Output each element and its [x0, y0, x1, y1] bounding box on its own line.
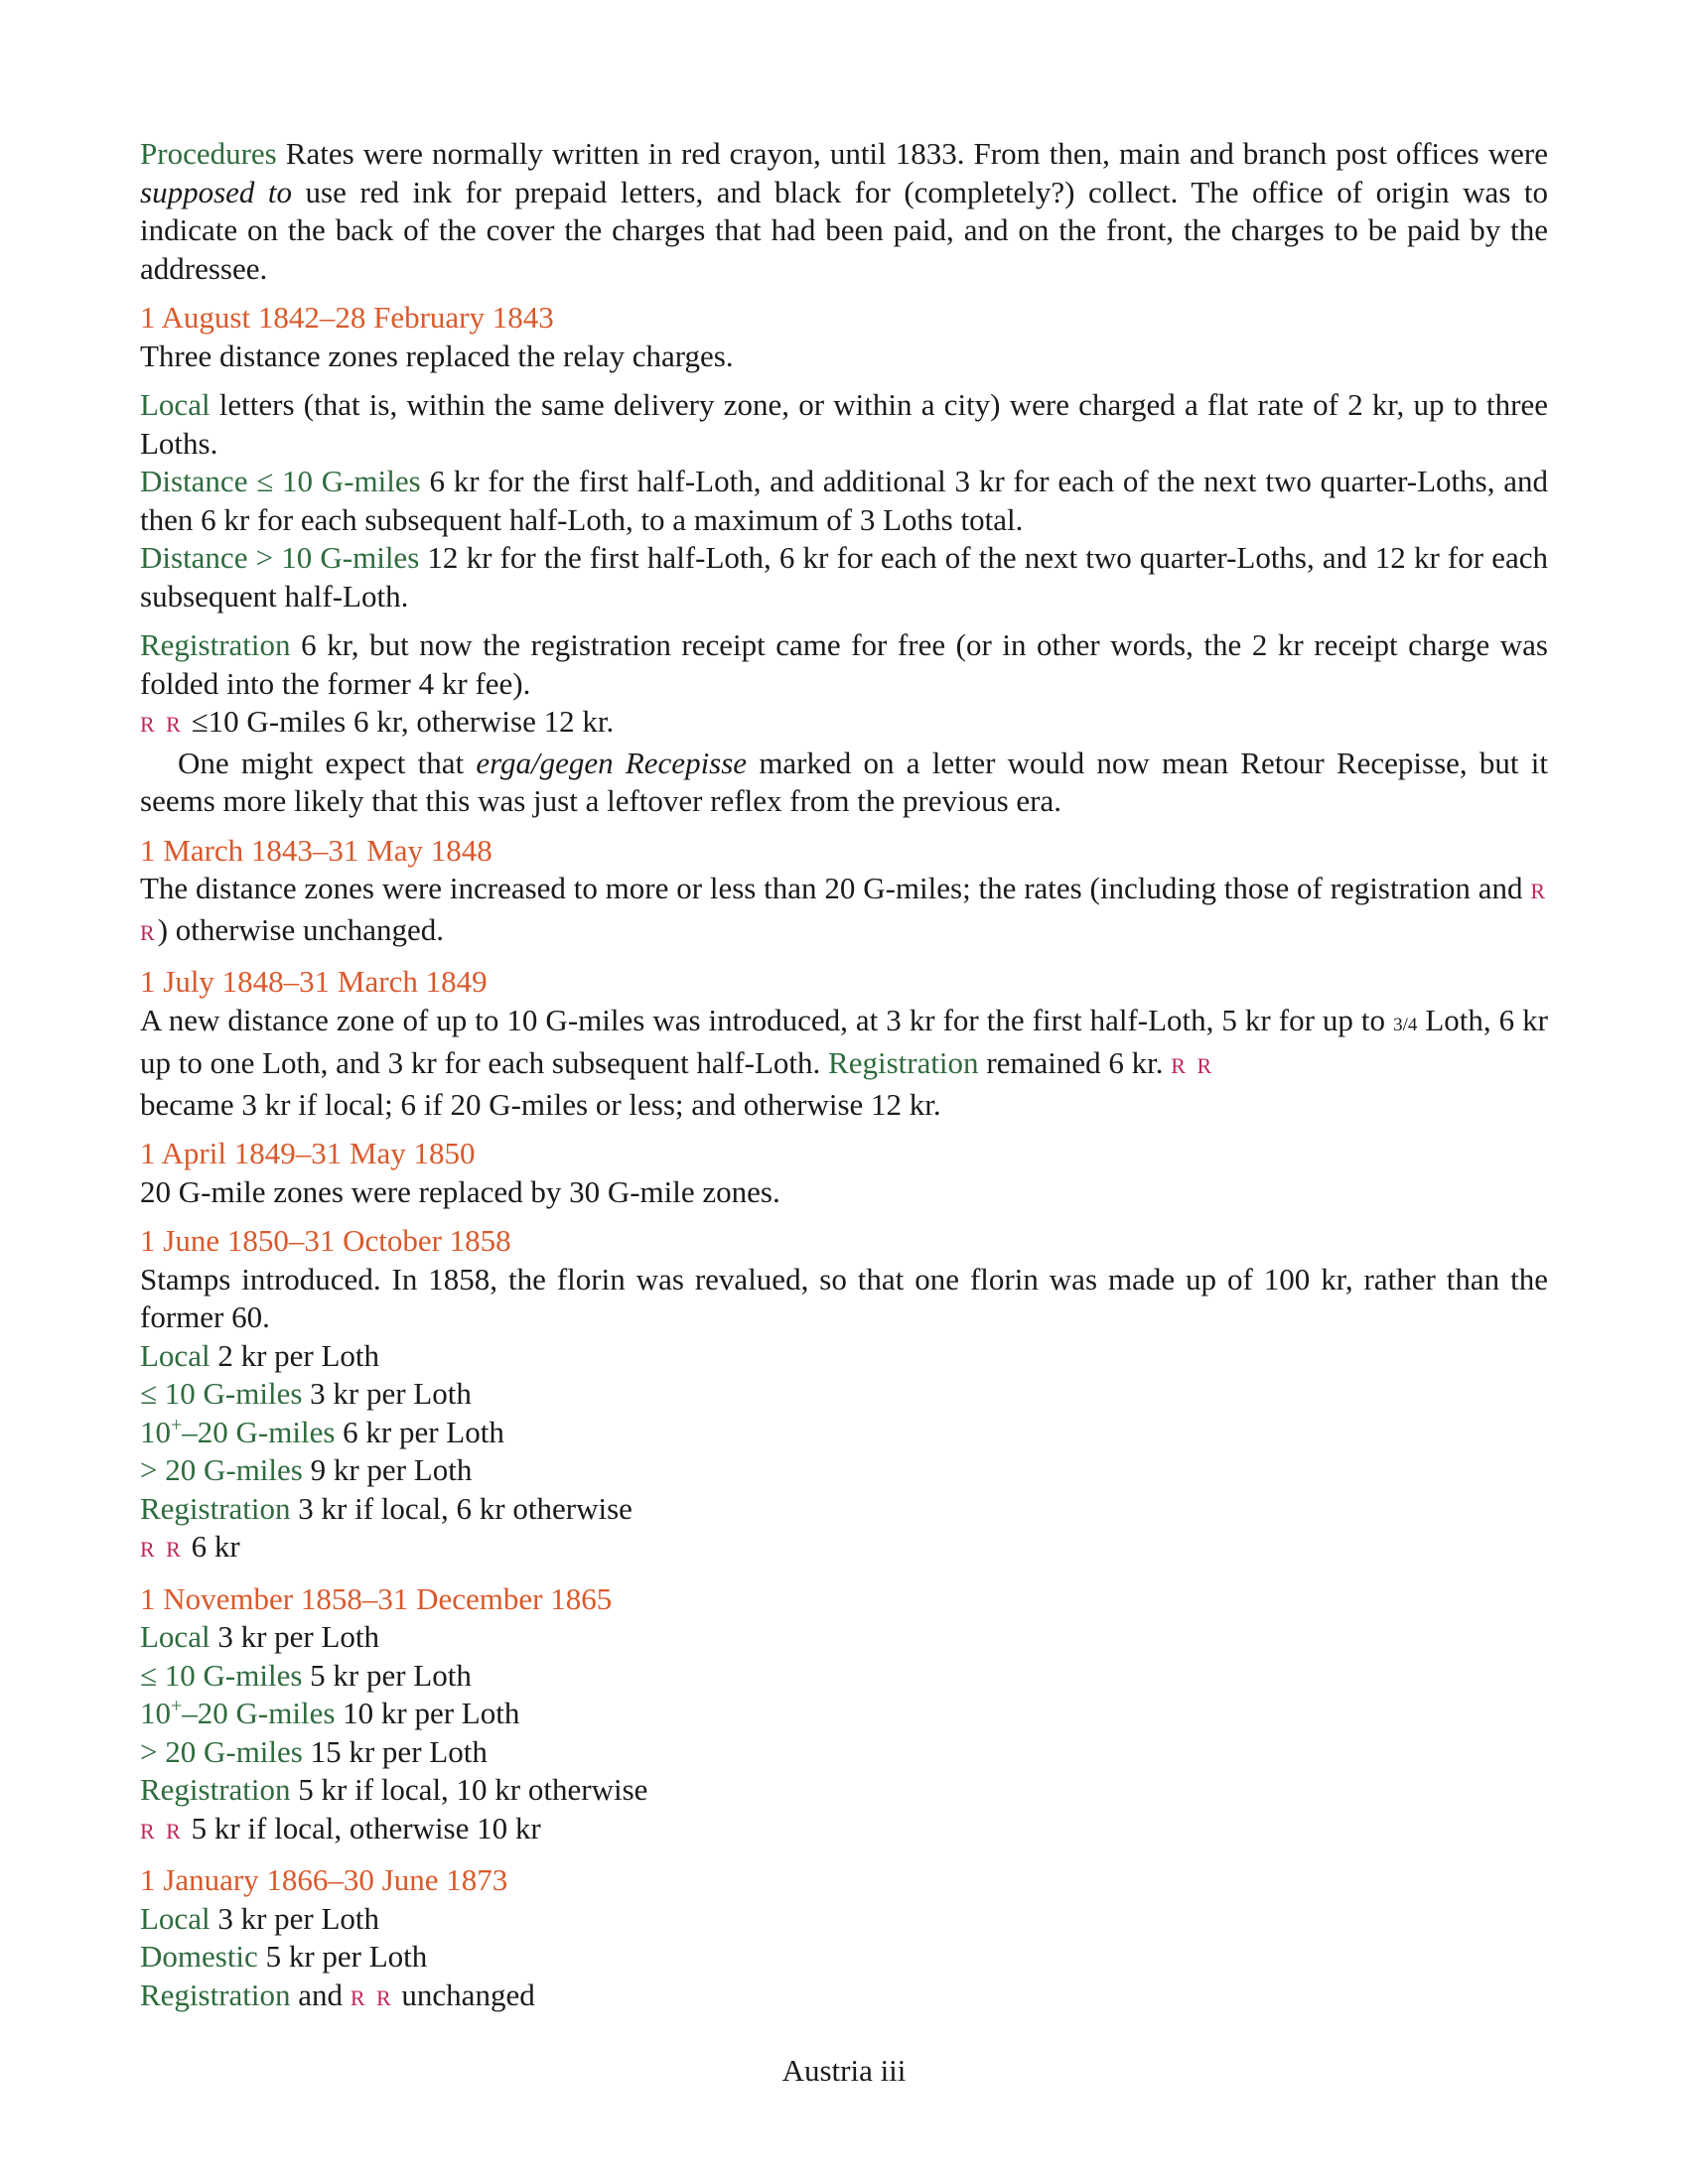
local-text: letters (that is, within the same delivery zone, or within a city) were charged a flat rate of 2 kr, up to three Loths. [140, 387, 1548, 461]
rr-mark: R R [140, 1537, 184, 1562]
mid-label-sup: + [171, 1414, 183, 1436]
distance-gt10-1842 [140, 539, 1548, 615]
zones-text: The distance zones were increased to more or less than 20 G-miles; the rates (including those of registration and [140, 871, 1531, 905]
distance-gt10-label: Distance > 10 G-miles [140, 540, 420, 575]
period-heading-1842: 1 August 1842–28 February 1843 [140, 300, 554, 335]
mid-label-b: –20 G-miles [182, 1414, 336, 1449]
procedures-text: Rates were normally written in red crayon, until 1833. From then, main and branch post offices were [285, 136, 1549, 171]
rr-mark: R R [140, 879, 1548, 945]
registration-text: 5 kr if local, 10 kr otherwise [290, 1772, 648, 1807]
gt20-rate-1858 [140, 1733, 1548, 1772]
period-heading-1849: 1 April 1849–31 May 1850 [140, 1136, 476, 1170]
distance-le10-text: 6 kr for the first half-Loth, and additional 3 kr for each of the next two quarter-Loths, and then 6 kr for each subsequent half-Loth, to a maximum of 3 Loths total. [140, 464, 1548, 537]
registration-1850 [140, 1490, 1548, 1529]
period-intro-1842: Three distance zones replaced the relay charges. [140, 338, 734, 373]
distance-le10-1842 [140, 463, 1548, 539]
le10-rate-1858 [140, 1657, 1548, 1696]
local-rate-1850 [140, 1337, 1548, 1376]
mid-rate-1858 [140, 1695, 1548, 1733]
period-text-1843 [140, 870, 1548, 952]
procedures-label: Procedures [140, 136, 277, 171]
mid-label [140, 1696, 335, 1730]
mid-label-a: 10 [140, 1696, 171, 1730]
and-text: and [290, 1977, 351, 2012]
period-heading-1858: 1 November 1858–31 December 1865 [140, 1580, 613, 1616]
zone-text-cont: Loth, 6 kr up to one Loth, and 3 kr for each subsequent half-Loth. [140, 1002, 1549, 1080]
mid-label-a: 10 [140, 1414, 171, 1449]
mid-text: 10 kr per Loth [335, 1696, 520, 1730]
mid-label-sup: + [171, 1695, 183, 1717]
registration-label: Registration [140, 1490, 291, 1526]
registration-1866 [140, 1977, 1548, 2018]
rr-text: became 3 kr if local; 6 if 20 G-miles or less; and otherwise 12 kr. [140, 1086, 941, 1122]
rr-text: 5 kr if local, otherwise 10 kr [183, 1810, 541, 1845]
period-heading-1848: 1 July 1848–31 March 1849 [140, 964, 488, 999]
return-receipt-1858 [140, 1810, 1548, 1851]
registration-text: 6 kr, but now the registration receipt came for free (or in other words, the 2 kr receipt charge was folded into the former 4 kr fee). [140, 627, 1548, 701]
period-heading-1866: 1 January 1866–30 June 1873 [140, 1862, 508, 1897]
rr-mark: R R [140, 712, 184, 737]
gt20-rate-1850 [140, 1451, 1548, 1490]
period-text-1848 [140, 1002, 1548, 1125]
le10-label: ≤ 10 G-miles [140, 1376, 303, 1411]
zones-text-cont: ) otherwise unchanged. [157, 911, 445, 947]
distance-le10-label: Distance ≤ 10 G-miles [140, 464, 421, 498]
local-rate-1866 [140, 1900, 1548, 1939]
gt20-text: 15 kr per Loth [302, 1733, 488, 1769]
return-receipt-1842 [140, 703, 1548, 745]
zone-text: A new distance zone of up to 10 G-miles was introduced, at 3 kr for the first half-Loth, 5 kr for up to [140, 1002, 1394, 1037]
registration-text: 3 kr if local, 6 kr otherwise [290, 1490, 633, 1526]
procedures-paragraph [140, 135, 1548, 288]
local-text: 2 kr per Loth [210, 1337, 380, 1373]
registration-label: Registration [828, 1045, 979, 1080]
period-heading-1843: 1 March 1843–31 May 1848 [140, 832, 492, 868]
local-rate-1858 [140, 1618, 1548, 1657]
registration-label: Registration [140, 1977, 291, 2012]
note-text-cont: marked on a letter would now mean Retour Recepisse, but it seems more likely that this was just a leftover reflex from the previous era. [140, 745, 1548, 818]
domestic-text: 5 kr per Loth [257, 1939, 428, 1974]
rr-text: 6 kr [183, 1529, 240, 1564]
period-intro-1850: Stamps introduced. In 1858, the florin was revalued, so that one florin was made up of 100 kr, rather than the former 60. [140, 1261, 1548, 1334]
gt20-label: > 20 G-miles [140, 1733, 303, 1769]
local-rate-1842 [140, 386, 1548, 463]
registration-text: remained 6 kr. [978, 1045, 1172, 1080]
domestic-rate-1866 [140, 1938, 1548, 1977]
local-label: Local [140, 387, 211, 422]
local-label: Local [140, 1337, 211, 1373]
le10-rate-1850 [140, 1375, 1548, 1414]
registration-label: Registration [140, 1772, 291, 1807]
mid-text: 6 kr per Loth [335, 1414, 504, 1449]
rr-mark: R R [1171, 1053, 1215, 1078]
registration-label: Registration [140, 627, 291, 662]
le10-label: ≤ 10 G-miles [140, 1657, 303, 1693]
rr-mark: R R [140, 1818, 184, 1843]
local-text: 3 kr per Loth [210, 1900, 380, 1936]
registration-1842 [140, 626, 1548, 703]
note-text: One might expect that [178, 745, 477, 780]
fraction-three-quarters: 3/4 [1393, 1014, 1418, 1035]
domestic-label: Domestic [140, 1939, 258, 1974]
gt20-text: 9 kr per Loth [302, 1452, 473, 1487]
gt20-label: > 20 G-miles [140, 1452, 303, 1487]
rr-text: ≤10 G-miles 6 kr, otherwise 12 kr. [183, 704, 615, 739]
mid-label-b: –20 G-miles [182, 1696, 336, 1730]
unchanged-text: unchanged [393, 1977, 535, 2012]
recepisse-note [140, 745, 1548, 821]
registration-1858 [140, 1771, 1548, 1810]
local-text: 3 kr per Loth [210, 1619, 380, 1654]
period-heading-1850: 1 June 1850–31 October 1858 [140, 1223, 511, 1258]
local-label: Local [140, 1900, 211, 1936]
procedures-text-cont: use red ink for prepaid letters, and black for (completely?) collect. The office of origin was to indicate on the back of the cover the charges that had been paid, and on the front, the charges to be paid by the addressee. [140, 174, 1549, 286]
le10-text: 5 kr per Loth [302, 1657, 472, 1693]
procedures-emphasis: supposed to [140, 174, 293, 209]
return-receipt-1850 [140, 1528, 1548, 1570]
rr-mark: R R [350, 1984, 394, 2010]
mid-label [140, 1415, 335, 1449]
period-text-1849: 20 G-mile zones were replaced by 30 G-mile zones. [140, 1173, 780, 1209]
mid-rate-1850 [140, 1414, 1548, 1452]
distance-gt10-text: 12 kr for the first half-Loth, 6 kr for each of the next two quarter-Loths, and 12 kr for each subsequent half-Loth. [140, 540, 1549, 614]
local-label: Local [140, 1619, 211, 1654]
le10-text: 3 kr per Loth [302, 1376, 472, 1411]
page-footer: Austria iii [781, 2053, 907, 2088]
page-content [140, 135, 1548, 2017]
note-emphasis: erga/gegen Recepisse [476, 745, 748, 780]
